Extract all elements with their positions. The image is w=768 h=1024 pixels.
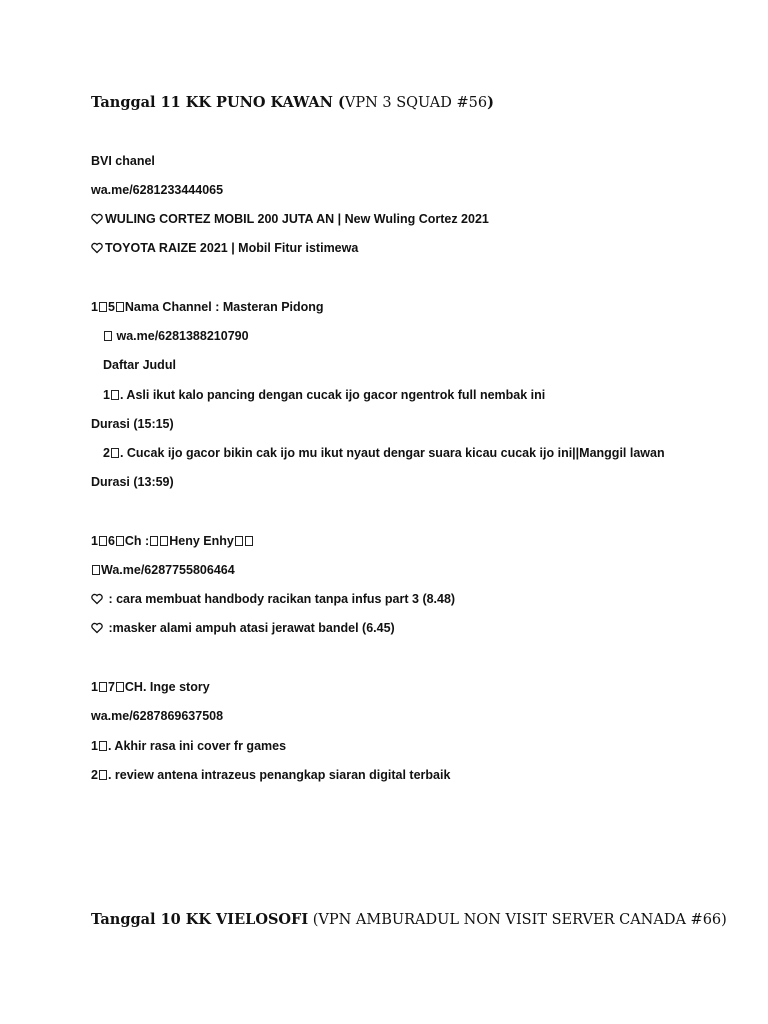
missing-glyph-box <box>116 302 124 312</box>
missing-glyph-box <box>104 331 112 341</box>
missing-glyph-box <box>99 770 107 780</box>
entry-16-wa-link[interactable]: Wa.me/6287755806464 <box>101 563 235 577</box>
heart-icon <box>91 593 103 605</box>
entry-17-num-b: 7 <box>107 680 115 694</box>
entry-15-item-2 <box>103 445 665 461</box>
missing-glyph-box <box>92 565 100 575</box>
section-heading-10 <box>91 911 727 928</box>
bvi-video-1 <box>91 211 489 227</box>
missing-glyph-box <box>150 536 158 546</box>
missing-glyph-box <box>245 536 253 546</box>
item-title: . Asli ikut kalo pancing dengan cucak ijo gacor ngentrok full nembak ini <box>119 388 546 402</box>
entry-16-video-1 <box>91 591 455 607</box>
missing-glyph-box <box>235 536 243 546</box>
missing-glyph-box <box>111 390 119 400</box>
bvi-video-1-title: WULING CORTEZ MOBIL 200 JUTA AN | New Wuling Cortez 2021 <box>105 212 489 226</box>
entry-16-video-2 <box>91 620 395 636</box>
item-num: 2 <box>103 446 110 460</box>
missing-glyph-box <box>99 741 107 751</box>
entry-15-wa[interactable] <box>103 328 249 344</box>
entry-15-wa-link[interactable]: wa.me/6281388210790 <box>116 329 249 343</box>
entry-16-label-name: Heny Enhy <box>169 534 234 548</box>
missing-glyph-box <box>160 536 168 546</box>
entry-15-daftar: Daftar Judul <box>103 358 176 372</box>
entry-15-num-b: 5 <box>107 300 115 314</box>
entry-17-wa-link[interactable]: wa.me/6287869637508 <box>91 709 224 723</box>
heart-icon <box>91 242 103 254</box>
item-title: . Cucak ijo gacor bikin cak ijo mu ikut nyaut dengar suara kicau cucak ijo ini||Manggil lawan <box>119 446 665 460</box>
entry-15-label: Nama Channel : Masteran Pidong <box>124 300 324 314</box>
entry-15-item-1 <box>103 387 545 403</box>
entry-16-wa[interactable] <box>91 562 235 578</box>
bvi-channel: BVI chanel <box>91 154 155 168</box>
entry-15-num-a: 1 <box>91 300 98 314</box>
heading-close: ) <box>487 94 494 111</box>
bvi-video-2 <box>91 240 358 256</box>
heading-vpn: (VPN AMBURADUL NON VISIT SERVER CANADA #66) <box>308 912 727 928</box>
missing-glyph-box <box>99 302 107 312</box>
item-num: 1 <box>91 739 98 753</box>
entry-15-header <box>91 299 324 315</box>
entry-16-num-a: 1 <box>91 534 98 548</box>
missing-glyph-box <box>111 448 119 458</box>
item-num: 1 <box>103 388 110 402</box>
section-heading-11 <box>91 94 494 111</box>
heart-icon <box>91 213 103 225</box>
heading-vpn: VPN 3 SQUAD #56 <box>344 95 488 111</box>
missing-glyph-box <box>116 682 124 692</box>
entry-16-header <box>91 533 254 549</box>
entry-15-item-1-durasi: Durasi (15:15) <box>91 417 174 431</box>
bvi-wa-link[interactable]: wa.me/6281233444065 <box>91 183 224 197</box>
bvi-video-2-title: TOYOTA RAIZE 2021 | Mobil Fitur istimewa <box>105 241 359 255</box>
entry-17-header <box>91 679 210 695</box>
entry-17-item-2 <box>91 767 450 783</box>
entry-16-video-2-title: :masker alami ampuh atasi jerawat bandel (6.45) <box>105 621 395 635</box>
entry-15-item-2-durasi: Durasi (13:59) <box>91 475 174 489</box>
missing-glyph-box <box>99 682 107 692</box>
entry-17-label: CH. Inge story <box>124 680 210 694</box>
heading-title: Tanggal 11 KK PUNO KAWAN ( <box>91 94 345 111</box>
missing-glyph-box <box>116 536 124 546</box>
item-num: 2 <box>91 768 98 782</box>
entry-16-label-pre: Ch : <box>124 534 150 548</box>
entry-16-num-b: 6 <box>107 534 115 548</box>
entry-17-item-1 <box>91 738 286 754</box>
missing-glyph-box <box>99 536 107 546</box>
item-title: . review antena intrazeus penangkap siaran digital terbaik <box>107 768 451 782</box>
entry-17-num-a: 1 <box>91 680 98 694</box>
item-title: . Akhir rasa ini cover fr games <box>107 739 287 753</box>
heading-title: Tanggal 10 KK VIELOSOFI <box>91 911 309 928</box>
heart-icon <box>91 622 103 634</box>
entry-16-video-1-title: : cara membuat handbody racikan tanpa infus part 3 (8.48) <box>105 592 456 606</box>
